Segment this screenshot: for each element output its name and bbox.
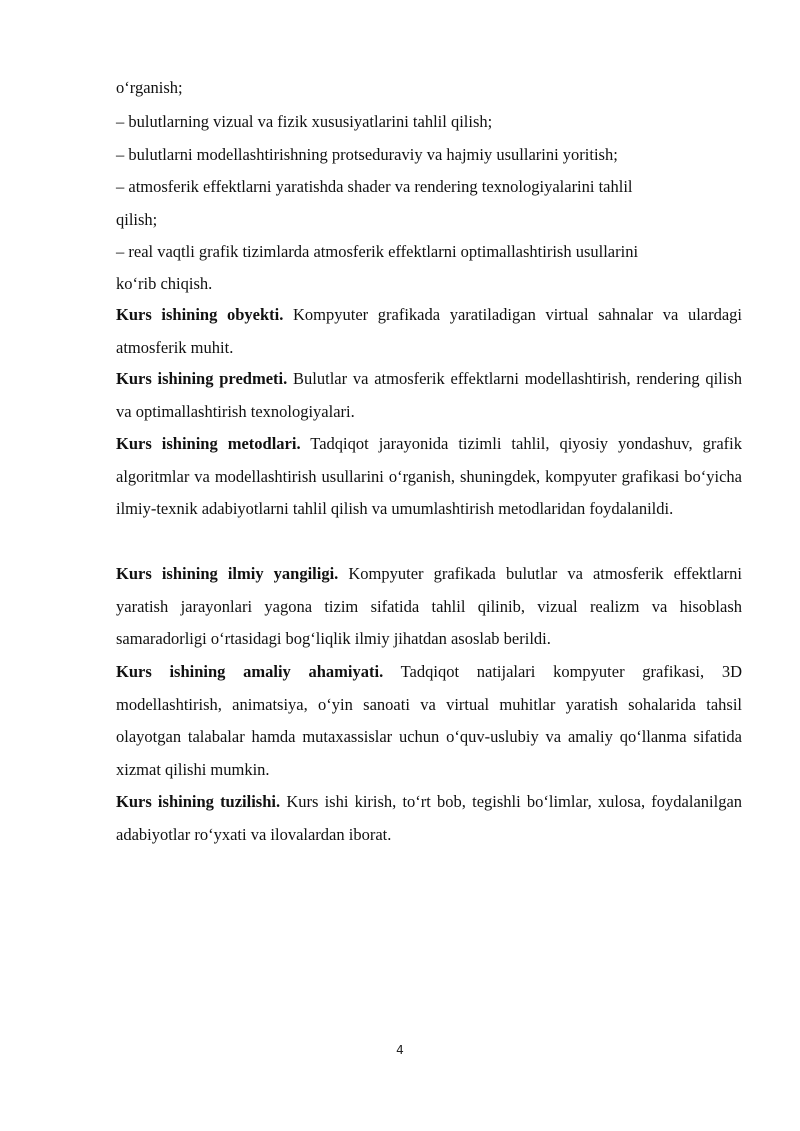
paragraph-practical [116,656,742,786]
paragraph-text: Tadqiqot jarayonida tizimli tahlil, qiyosiy yondashuv, grafik algoritmlar va modellashtirish usullarini oʻrganish, shuningdek, kompyuter grafikasi boʻyicha ilmiy-texnik adabiyotlarni tahlil qilish va umumlashtirish metodlaridan foydalanildi. [116,434,743,519]
paragraph-structure [116,786,742,851]
paragraph-label: Kurs ishining amaliy ahamiyati. [116,662,384,681]
list-line: qilish; [116,210,158,229]
paragraph-text: Kompyuter grafikada yaratiladigan virtual sahnalar va ulardagi atmosferik muhit. [116,305,743,357]
paragraph-label: Kurs ishining ilmiy yangiligi. [116,564,339,583]
list-line: – bulutlarni modellashtirishning protseduraviy va hajmiy usullarini yoritish; [116,145,618,164]
page-number: 4 [396,1043,404,1057]
paragraph-label: Kurs ishining obyekti. [116,305,284,324]
list-line: koʻrib chiqish. [116,274,213,293]
paragraph-novelty [116,558,742,656]
paragraph-text: Bulutlar va atmosferik effektlarni modellashtirish, rendering qilish va optimallashtirish texnologiyalari. [116,369,743,421]
paragraph-subject [116,363,742,428]
paragraph-text: Kompyuter grafikada bulutlar va atmosferik effektlarni yaratish jarayonlari yagona tizim sifatida tahlil qilinib, vizual realizm va hisoblash samaradorligi oʻrtasidagi bogʻliqlik ilmiy jihatdan asoslab berildi. [116,564,743,649]
paragraph-label: Kurs ishining metodlari. [116,434,301,453]
paragraph-text: Tadqiqot natijalari kompyuter grafikasi, 3D modellashtirish, animatsiya, oʻyin sanoati va virtual muhitlar yaratish sohalarida tahsil olayotgan talabalar hamda mutaxassislar uchun oʻquv-uslubiy va amaliy qoʻllanma sifatida xizmat qilishi mumkin. [116,662,743,779]
paragraph-text: Kurs ishi kirish, toʻrt bob, tegishli boʻlimlar, xulosa, foydalanilgan adabiyotlar roʻyxati va ilovalardan iborat. [116,792,743,844]
paragraph-object [116,299,742,364]
list-line: – real vaqtli grafik tizimlarda atmosferik effektlarni optimallashtirish usullarini [116,242,639,261]
paragraph-methods [116,428,742,526]
list-line: – atmosferik effektlarni yaratishda shader va rendering texnologiyalarini tahlil [116,177,633,196]
paragraph-label: Kurs ishining predmeti. [116,369,288,388]
paragraph-label: Kurs ishining tuzilishi. [116,792,281,811]
list-line: oʻrganish; [116,78,183,97]
list-line: – bulutlarning vizual va fizik xususiyatlarini tahlil qilish; [116,112,493,131]
